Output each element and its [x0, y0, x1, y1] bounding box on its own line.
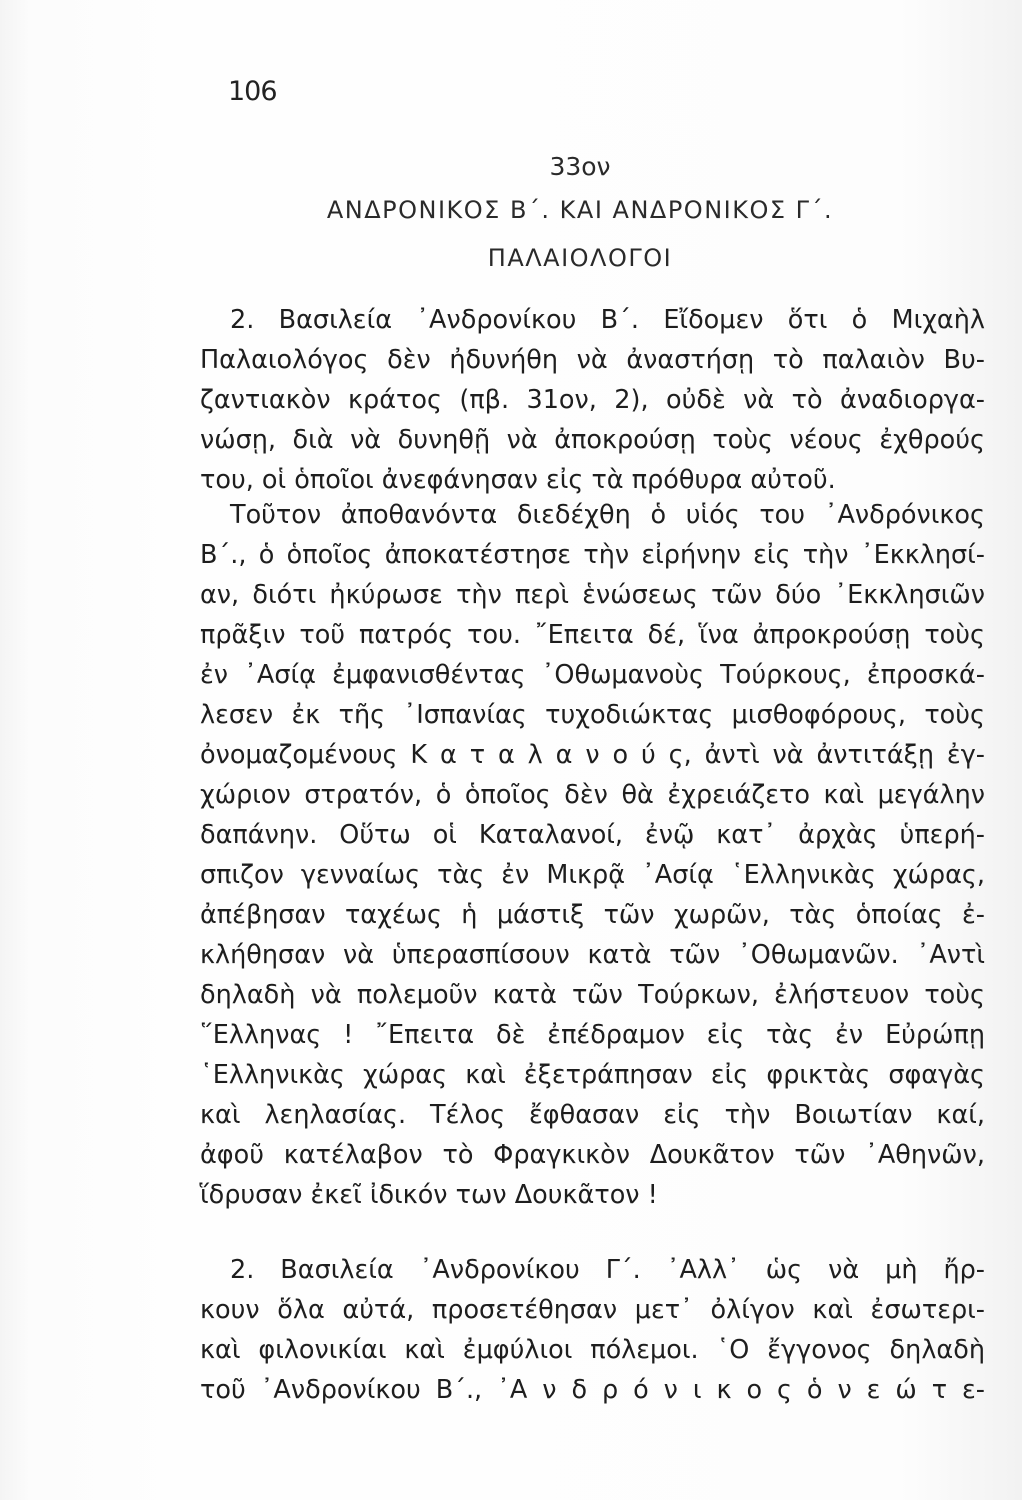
paragraph-line: Β΄., ὁ ὁποῖος ἀποκατέστησε τὴν εἰρήνην εἰς τὴν ᾿Εκκλησί-	[200, 540, 985, 570]
chapter-number: 33ον	[549, 152, 611, 181]
paragraph-line: ἵδρυσαν ἐκεῖ ἰδικόν των Δουκᾶτον !	[200, 1180, 658, 1210]
paragraph-line: Τοῦτον ἀποθανόντα διεδέχθη ὁ υἱός του ᾿Ανδρόνικος	[230, 500, 985, 530]
paragraph-line: ἐν ᾿Ασίᾳ ἐμφανισθέντας ᾿Οθωμανοὺς Τούρκους, ἐπροσκά-	[200, 660, 985, 690]
paragraph-line: ῞Ελληνας ! ῎Επειτα δὲ ἐπέδραμον εἰς τὰς ἐν Εὐρώπῃ	[200, 1020, 985, 1050]
chapter-title: ΑΝΔΡΟΝΙΚΟΣ Β΄. ΚΑΙ ΑΝΔΡΟΝΙΚΟΣ Γ΄.	[326, 196, 834, 224]
paragraph-line: ἀφοῦ κατέλαβον τὸ Φραγκικὸν Δουκᾶτον τῶν ᾿Αθηνῶν,	[200, 1140, 985, 1170]
paragraph-line: ῾Ελληνικὰς χώρας καὶ ἐξετράπησαν εἰς φρικτὰς σφαγὰς	[200, 1060, 985, 1090]
paragraph-line: δηλαδὴ νὰ πολεμοῦν κατὰ τῶν Τούρκων, ἐλήστευον τοὺς	[200, 980, 985, 1010]
paragraph-line: 2. Βασιλεία ᾿Ανδρονίκου Γ΄. ᾿Αλλ᾿ ὡς νὰ μὴ ἤρ-	[230, 1255, 985, 1285]
paragraph-line: νώσῃ, διὰ νὰ δυνηθῇ νὰ ἀποκρούσῃ τοὺς νέους ἐχθρούς	[200, 425, 985, 455]
paragraph-line: ἀπέβησαν ταχέως ἡ μάστιξ τῶν χωρῶν, τὰς ὁποίας ἐ-	[200, 900, 985, 930]
paragraph-line: πρᾶξιν τοῦ πατρός του. ῎Επειτα δέ, ἵνα ἀπροκρούσῃ τοὺς	[200, 620, 985, 650]
paragraph-line: κλήθησαν νὰ ὑπερασπίσουν κατὰ τῶν ᾿Οθωμανῶν. ᾿Αντὶ	[200, 940, 985, 970]
paragraph-line: κουν ὅλα αὐτά, προσετέθησαν μετ᾿ ὀλίγον καὶ ἐσωτερι-	[200, 1295, 985, 1325]
paragraph-line: αν, διότι ἠκύρωσε τὴν περὶ ἑνώσεως τῶν δύο ᾿Εκκλησιῶν	[200, 580, 985, 610]
paragraph-line: χώριον στρατόν, ὁ ὁποῖος δὲν θὰ ἐχρειάζετο καὶ μεγάλην	[200, 780, 985, 810]
paragraph-line: ὀνομαζομένους Κ α τ α λ α ν ο ύ ς, ἀντὶ νὰ ἀντιτάξῃ ἐγ-	[200, 740, 985, 770]
paragraph-line: Παλαιολόγος δὲν ἠδυνήθη νὰ ἀναστήσῃ τὸ παλαιὸν Βυ-	[200, 345, 985, 375]
paragraph-line: ζαντιακὸν κράτος (πβ. 31ον, 2), οὐδὲ νὰ τὸ ἀναδιοργα-	[200, 385, 985, 415]
paragraph-line: δαπάνην. Οὕτω οἱ Καταλανοί, ἐνῷ κατ᾿ ἀρχὰς ὑπερή-	[200, 820, 985, 850]
paragraph-line: 2. Βασιλεία ᾿Ανδρονίκου Β΄. Εἴδομεν ὅτι ὁ Μιχαὴλ	[230, 305, 985, 335]
paragraph-line: τοῦ ᾿Ανδρονίκου Β΄., ᾿Α ν δ ρ ό ν ι κ ο ς ὁ ν ε ώ τ ε-	[200, 1375, 985, 1405]
paragraph-line: καὶ λεηλασίας. Τέλος ἔφθασαν εἰς τὴν Βοιωτίαν καί,	[200, 1100, 985, 1130]
paragraph-line: καὶ φιλονικίαι καὶ ἐμφύλιοι πόλεμοι. ῾Ο ἔγγονος δηλαδὴ	[200, 1335, 985, 1365]
paragraph-line: λεσεν ἐκ τῆς ᾿Ισπανίας τυχοδιώκτας μισθοφόρους, τοὺς	[200, 700, 985, 730]
paragraph-line: του, οἱ ὁποῖοι ἀνεφάνησαν εἰς τὰ πρόθυρα αὐτοῦ.	[200, 465, 836, 495]
page-number: 106	[228, 76, 277, 107]
paragraph-line: σπιζον γενναίως τὰς ἐν Μικρᾷ ᾿Ασίᾳ ῾Ελληνικὰς χώρας,	[200, 860, 985, 890]
chapter-subtitle: ΠΑΛΑΙΟΛΟΓΟΙ	[487, 244, 673, 272]
